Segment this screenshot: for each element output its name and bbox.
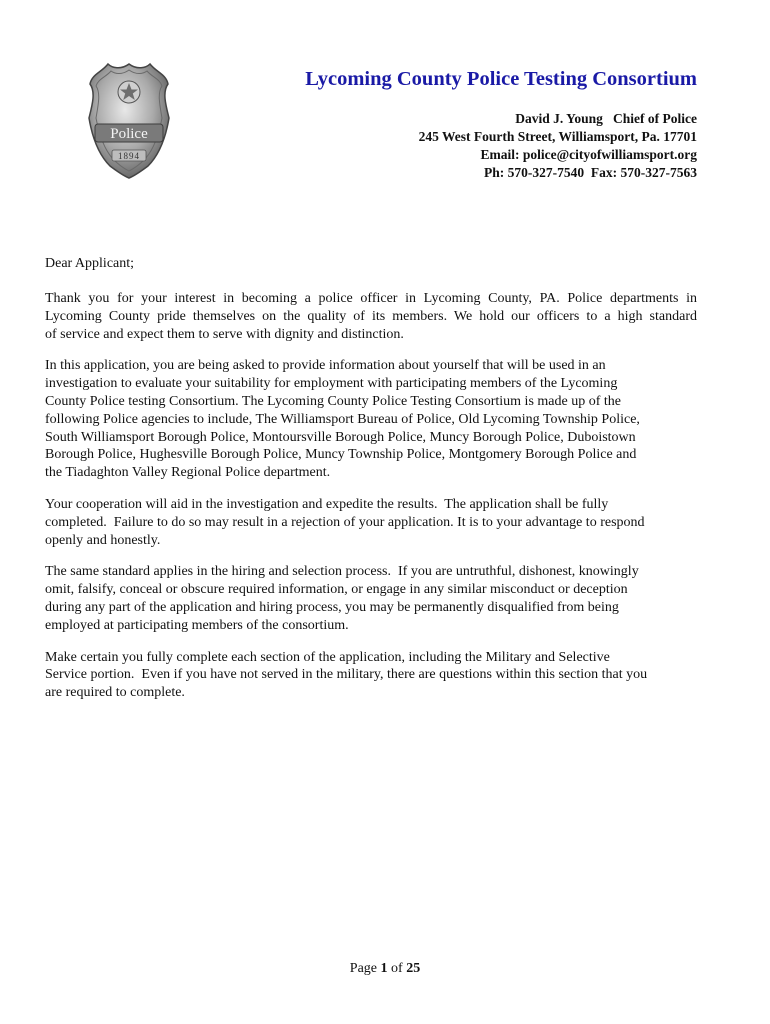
letterhead-contact <box>419 110 697 182</box>
text-line: are required to complete. <box>45 685 185 701</box>
text-line: completed. Failure to do so may result in a rejection of your application. It is to your advantage to respond <box>45 514 645 530</box>
text-line: Thank you for your interest in becoming a police officer in Lycoming County, PA. Police departments in <box>45 291 697 306</box>
text-line: following Police agencies to include, The Williamsport Bureau of Police, Old Lycoming Township Police, <box>45 411 640 427</box>
paragraph-5 <box>45 649 697 702</box>
text-line: investigation to evaluate your suitability for employment with participating members of the Lycoming <box>45 376 618 392</box>
text-line: employed at participating members of the consortium. <box>45 617 349 633</box>
page-title: Lycoming County Police Testing Consortium <box>305 68 697 90</box>
paragraph-3 <box>45 496 697 549</box>
address-line: 245 West Fourth Street, Williamsport, Pa. 17701 <box>418 129 697 144</box>
badge-label: Police <box>110 126 148 142</box>
text-line: South Williamsport Borough Police, Montoursville Borough Police, Muncy Borough Police, Duboistown <box>45 429 636 445</box>
chief-line: David J. Young Chief of Police <box>515 111 697 126</box>
text-line: openly and honestly. <box>45 532 161 548</box>
letter-body <box>45 290 697 716</box>
text-line: of service and expect them to serve with dignity and distinction. <box>45 326 404 342</box>
text-line: omit, falsify, conceal or obscure required information, or engage in any similar misconduct or deception <box>45 582 628 598</box>
text-line: Borough Police, Hughesville Borough Police, Muncy Township Police, Montgomery Borough Police and <box>45 447 637 463</box>
page-total: 25 <box>406 961 421 976</box>
paragraph-1 <box>45 290 697 343</box>
text-line: the Tiadaghton Valley Regional Police department. <box>45 465 331 481</box>
badge-year: 1894 <box>118 151 140 161</box>
salutation: Dear Applicant; <box>45 256 135 271</box>
text-line: Make certain you fully complete each section of the application, including the Military and Selective <box>45 649 610 665</box>
text-line: In this application, you are being asked to provide information about yourself that will be used in an <box>45 358 606 374</box>
paragraph-2 <box>45 357 697 482</box>
page-footer <box>0 960 770 978</box>
text-line: during any part of the application and hiring process, you may be permanently disqualified from being <box>45 599 619 615</box>
text-line: County Police testing Consortium. The Lycoming County Police Testing Consortium is made up of the <box>45 393 621 409</box>
text-line: Service portion. Even if you have not served in the military, there are questions within this section that you <box>45 667 648 683</box>
police-badge-icon <box>88 62 170 180</box>
page-word: Page <box>349 961 381 976</box>
phone-line: Ph: 570-327-7540 Fax: 570-327-7563 <box>484 165 697 180</box>
of-word: of <box>387 961 407 976</box>
text-line: The same standard applies in the hiring and selection process. If you are untruthful, dishonest, knowingly <box>45 564 639 580</box>
text-line: Your cooperation will aid in the investigation and expedite the results. The application shall be fully <box>45 496 609 512</box>
text-line: Lycoming County pride themselves on the quality of its members. We hold our officers to a high standard <box>45 308 697 324</box>
paragraph-4 <box>45 563 697 634</box>
email-line: Email: police@cityofwilliamsport.org <box>480 147 697 162</box>
page-current: 1 <box>380 961 388 976</box>
